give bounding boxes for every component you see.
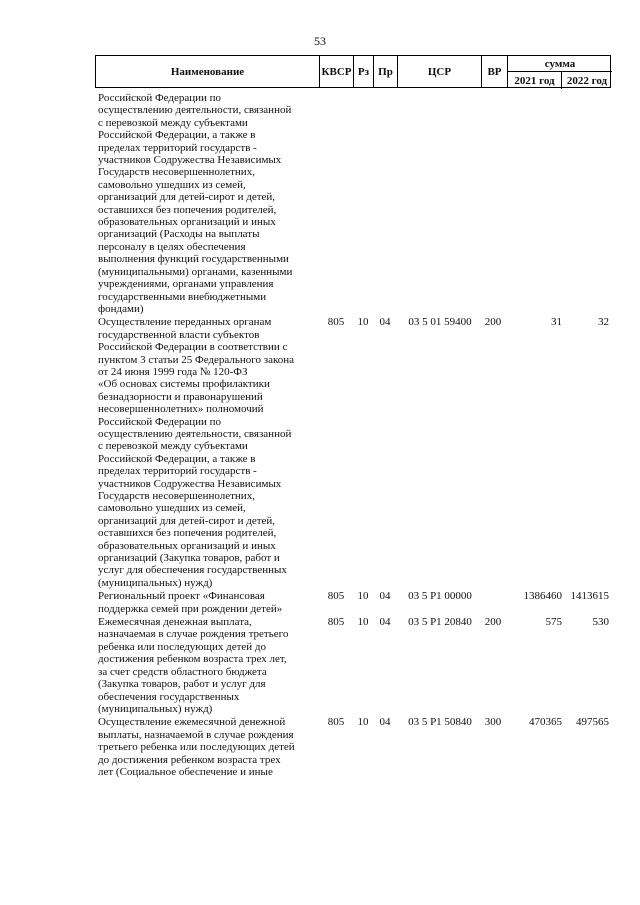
header-year-2021: 2021 год — [514, 74, 555, 87]
row-kvsr: 805 — [327, 590, 345, 603]
row-sum-2021: 575 — [545, 616, 562, 629]
table-row — [95, 316, 611, 589]
header-kvsr: КВСР — [319, 56, 353, 87]
row-vr: 200 — [484, 316, 502, 329]
row-kvsr: 805 — [327, 616, 345, 629]
row-pr: 04 — [379, 616, 391, 629]
row-csr: 03 5 P1 50840 — [408, 716, 472, 729]
header-vr: ВР — [481, 56, 507, 87]
header-name: Наименование — [170, 65, 245, 78]
row-kvsr: 805 — [327, 716, 345, 729]
row-pr: 04 — [379, 316, 391, 329]
table-row — [95, 590, 611, 615]
header-year-2022: 2022 год — [561, 72, 612, 89]
table-row — [95, 616, 611, 715]
page-number: 53 — [314, 34, 326, 48]
table-row — [95, 716, 611, 778]
row-rz: 10 — [357, 716, 369, 729]
header-pr: Пр — [373, 56, 397, 87]
row-sum-2021: 31 — [551, 316, 562, 329]
row-kvsr: 805 — [327, 316, 345, 329]
row-sum-2021: 470365 — [529, 716, 562, 729]
row-vr: 300 — [484, 716, 502, 729]
header-sum: сумма — [508, 56, 612, 72]
row-csr: 03 5 P1 20840 — [408, 616, 472, 629]
table-row — [95, 92, 611, 315]
row-sum-2022: 1413615 — [570, 590, 609, 603]
header-sum-group — [507, 56, 612, 87]
row-vr: 200 — [484, 616, 502, 629]
row-name: Российской Федерации по осуществлению деятельности, связанной с перевозкой между субъектами Российской Федерации, а также в пределах территорий государств - участников Содружества Независимых Государств несовершеннолетних, самовольно ушедших из семей, организаций для детей-сирот и детей, оставшихся без попечения родителей, образовательных организаций и иных организаций (Расходы на выплаты персоналу в целях обеспечения выполнения функций государственными (муниципальными) органами, казенными учреждениями, органами управления государственными внебюджетными фондами) — [98, 92, 293, 315]
row-rz: 10 — [357, 590, 369, 603]
row-name: Региональный проект «Финансовая поддержка семей при рождении детей» — [98, 590, 283, 615]
row-sum-2022: 530 — [592, 616, 609, 629]
row-csr: 03 5 P1 00000 — [408, 590, 472, 603]
row-rz: 10 — [357, 316, 369, 329]
row-name: Осуществление ежемесячной денежной выплаты, назначаемой в случае рождения третьего ребенка или последующих детей до достижения ребенком возраста трех лет (Социальное обеспечение и иные — [98, 716, 295, 778]
table-body — [95, 92, 611, 778]
row-sum-2022: 32 — [598, 316, 609, 329]
row-name: Осуществление переданных органам государственной власти субъектов Российской Федерации в соответствии с пунктом 3 статьи 25 Федерального закона от 24 июня 1999 года № 120-ФЗ «Об основах системы профилактики безнадзорности и правонарушений несовершеннолетних» полномочий Российской Федерации по осуществлению деятельности, связанной с перевозкой между субъектами Российской Федерации, а также в пределах территорий государств - участников Содружества Независимых Государств несовершеннолетних, самовольно ушедших из семей, организаций для детей-сирот и детей, оставшихся без попечения родителей, образовательных организаций и иных организаций (Закупка товаров, работ и услуг для обеспечения государственных (муниципальных) нужд) — [98, 316, 295, 589]
row-sum-2022: 497565 — [576, 716, 609, 729]
row-rz: 10 — [357, 616, 369, 629]
table-header — [95, 55, 611, 88]
header-rz: Рз — [353, 56, 373, 87]
row-name: Ежемесячная денежная выплата, назначаемая в случае рождения третьего ребенка или последующих детей до достижения ребенком возраста трех лет, за счет средств областного бюджета (Закупка товаров, работ и услуг для обеспечения государственных (муниципальных) нужд) — [98, 616, 289, 715]
row-pr: 04 — [379, 590, 391, 603]
row-csr: 03 5 01 59400 — [408, 316, 472, 329]
header-csr: ЦСР — [397, 56, 481, 87]
row-sum-2021: 1386460 — [523, 590, 562, 603]
row-pr: 04 — [379, 716, 391, 729]
